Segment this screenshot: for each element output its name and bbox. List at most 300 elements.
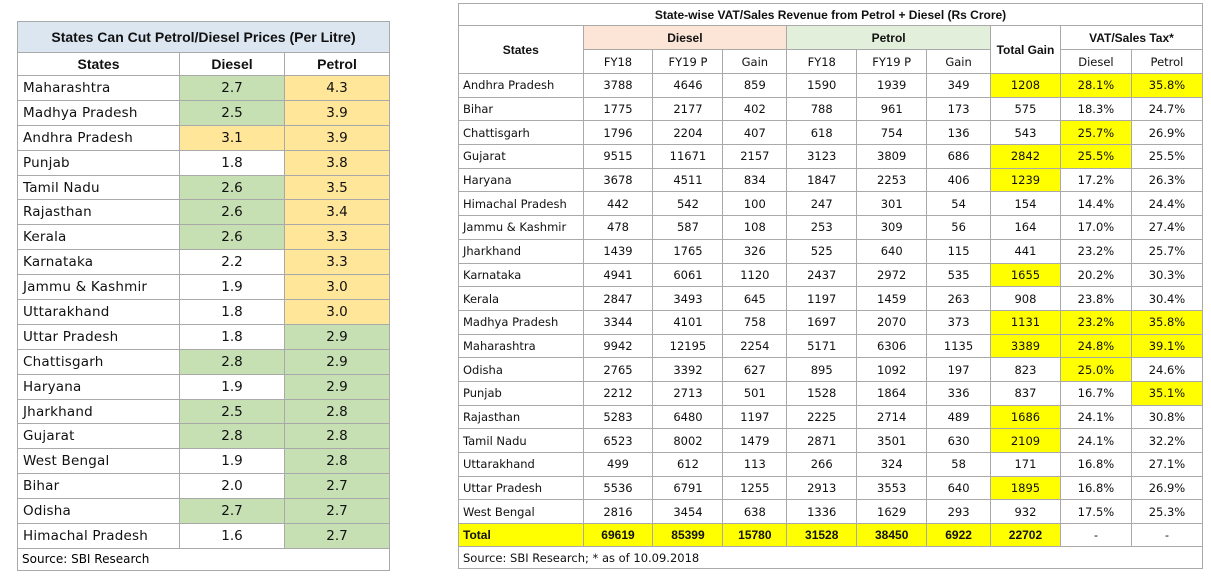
total-label: Total — [459, 524, 584, 547]
petrol-gain-cell: 58 — [927, 453, 991, 477]
vat-petrol-cell: 27.1% — [1131, 453, 1202, 477]
petrol-fy19-cell: 1864 — [857, 381, 927, 405]
left-table-row — [18, 374, 390, 399]
petrol-fy18-cell: 1697 — [787, 310, 857, 334]
vat-diesel-cell: 18.3% — [1060, 97, 1131, 121]
diesel-fy19-cell: 6480 — [653, 405, 723, 429]
vat-petrol-cell: 35.8% — [1131, 310, 1202, 334]
petrol-gain-cell: 336 — [927, 381, 991, 405]
state-name: Jammu & Kashmir — [18, 275, 180, 300]
vat-petrol-cell: 30.4% — [1131, 287, 1202, 311]
petrol-fy19-cell: 2070 — [857, 310, 927, 334]
diesel-fy18-cell: 5536 — [583, 476, 653, 500]
vat-petrol-cell: 24.7% — [1131, 97, 1202, 121]
petrol-fy18-cell: 1590 — [787, 74, 857, 98]
vat-petrol-cell: 35.8% — [1131, 74, 1202, 98]
sub-header-diesel-gain: Gain — [723, 50, 787, 74]
petrol-gain-cell: 136 — [927, 121, 991, 145]
diesel-fy19-cell: 4646 — [653, 74, 723, 98]
state-name: Karnataka — [18, 250, 180, 275]
total-petrol-fy18: 31528 — [787, 524, 857, 547]
diesel-gain-cell: 2254 — [723, 334, 787, 358]
diesel-fy19-cell: 3392 — [653, 358, 723, 382]
petrol-cut-value: 3.0 — [285, 300, 390, 325]
vat-diesel-cell: 16.8% — [1060, 476, 1131, 500]
vat-petrol-cell: 25.3% — [1131, 500, 1202, 524]
petrol-gain-cell: 115 — [927, 239, 991, 263]
total-gain-cell: 1895 — [990, 476, 1060, 500]
sub-header-vat-diesel: Diesel — [1060, 50, 1131, 74]
diesel-gain-cell: 100 — [723, 192, 787, 216]
right-table-source: Source: SBI Research; * as of 10.09.2018 — [459, 547, 1203, 569]
total-gain-cell: 164 — [990, 216, 1060, 240]
diesel-fy18-cell: 2816 — [583, 500, 653, 524]
total-gain-cell: 908 — [990, 287, 1060, 311]
petrol-fy19-cell: 1459 — [857, 287, 927, 311]
vat-revenue-table — [458, 3, 1203, 569]
total-gain-cell: 441 — [990, 239, 1060, 263]
diesel-fy18-cell: 1439 — [583, 239, 653, 263]
petrol-diesel-cut-table — [17, 21, 390, 571]
diesel-gain-cell: 326 — [723, 239, 787, 263]
diesel-gain-cell: 627 — [723, 358, 787, 382]
left-table-row — [18, 125, 390, 150]
petrol-fy18-cell: 2871 — [787, 429, 857, 453]
petrol-gain-cell: 197 — [927, 358, 991, 382]
diesel-gain-cell: 113 — [723, 453, 787, 477]
sub-header-diesel-fy18: FY18 — [583, 50, 653, 74]
vat-petrol-cell: 27.4% — [1131, 216, 1202, 240]
diesel-fy18-cell: 478 — [583, 216, 653, 240]
state-name: Gujarat — [18, 424, 180, 449]
petrol-gain-cell: 56 — [927, 216, 991, 240]
diesel-cut-value: 2.6 — [180, 200, 285, 225]
diesel-gain-cell: 2157 — [723, 145, 787, 169]
diesel-cut-value: 2.7 — [180, 499, 285, 524]
petrol-fy18-cell: 525 — [787, 239, 857, 263]
diesel-fy19-cell: 4511 — [653, 168, 723, 192]
left-table-row — [18, 399, 390, 424]
left-table-row — [18, 225, 390, 250]
state-name: West Bengal — [18, 449, 180, 474]
petrol-fy19-cell: 3501 — [857, 429, 927, 453]
right-table-title: State-wise VAT/Sales Revenue from Petrol + Diesel (Rs Crore) — [459, 4, 1203, 26]
petrol-cut-value: 2.9 — [285, 374, 390, 399]
state-name: Karnataka — [459, 263, 584, 287]
total-petrol-fy19: 38450 — [857, 524, 927, 547]
right-table-row — [459, 263, 1203, 287]
left-table-source: Source: SBI Research — [18, 548, 390, 570]
vat-diesel-cell: 16.7% — [1060, 381, 1131, 405]
petrol-cut-value: 2.8 — [285, 424, 390, 449]
petrol-fy19-cell: 301 — [857, 192, 927, 216]
petrol-gain-cell: 349 — [927, 74, 991, 98]
vat-diesel-cell: 23.8% — [1060, 287, 1131, 311]
right-table-row — [459, 453, 1203, 477]
petrol-cut-value: 2.9 — [285, 349, 390, 374]
vat-diesel-cell: 17.5% — [1060, 500, 1131, 524]
petrol-fy19-cell: 2253 — [857, 168, 927, 192]
state-name: Rajasthan — [18, 200, 180, 225]
total-vat-diesel: - — [1060, 524, 1131, 547]
petrol-fy19-cell: 1939 — [857, 74, 927, 98]
petrol-fy18-cell: 1336 — [787, 500, 857, 524]
state-name: Tamil Nadu — [459, 429, 584, 453]
petrol-fy18-cell: 2437 — [787, 263, 857, 287]
vat-diesel-cell: 17.0% — [1060, 216, 1131, 240]
diesel-gain-cell: 402 — [723, 97, 787, 121]
diesel-cut-value: 3.1 — [180, 125, 285, 150]
petrol-fy18-cell: 2913 — [787, 476, 857, 500]
diesel-cut-value: 2.6 — [180, 175, 285, 200]
petrol-fy19-cell: 3553 — [857, 476, 927, 500]
vat-petrol-cell: 26.9% — [1131, 121, 1202, 145]
diesel-gain-cell: 638 — [723, 500, 787, 524]
petrol-fy19-cell: 2714 — [857, 405, 927, 429]
total-gain-cell: 932 — [990, 500, 1060, 524]
petrol-gain-cell: 535 — [927, 263, 991, 287]
total-gain-cell: 1239 — [990, 168, 1060, 192]
state-name: Uttar Pradesh — [18, 324, 180, 349]
state-name: Madhya Pradesh — [18, 100, 180, 125]
vat-diesel-cell: 24.1% — [1060, 429, 1131, 453]
sub-header-diesel-fy19: FY19 P — [653, 50, 723, 74]
right-header-total-gain: Total Gain — [990, 26, 1060, 74]
left-table-row — [18, 150, 390, 175]
total-gain-cell: 1655 — [990, 263, 1060, 287]
vat-petrol-cell: 26.3% — [1131, 168, 1202, 192]
petrol-cut-value: 2.8 — [285, 399, 390, 424]
petrol-gain-cell: 293 — [927, 500, 991, 524]
vat-petrol-cell: 39.1% — [1131, 334, 1202, 358]
right-header-states: States — [459, 26, 584, 74]
petrol-cut-value: 2.7 — [285, 474, 390, 499]
right-table-row — [459, 476, 1203, 500]
left-table-row — [18, 324, 390, 349]
right-header-diesel-group: Diesel — [583, 26, 787, 50]
state-name: Jammu & Kashmir — [459, 216, 584, 240]
vat-petrol-cell: 35.1% — [1131, 381, 1202, 405]
total-gain-cell: 1131 — [990, 310, 1060, 334]
diesel-cut-value: 1.9 — [180, 449, 285, 474]
state-name: Bihar — [18, 474, 180, 499]
diesel-cut-value: 1.8 — [180, 300, 285, 325]
state-name: Kerala — [18, 225, 180, 250]
petrol-cut-value: 2.9 — [285, 324, 390, 349]
state-name: Jharkhand — [18, 399, 180, 424]
total-gain-cell: 575 — [990, 97, 1060, 121]
diesel-fy19-cell: 2713 — [653, 381, 723, 405]
petrol-fy18-cell: 1197 — [787, 287, 857, 311]
diesel-fy19-cell: 6061 — [653, 263, 723, 287]
diesel-fy18-cell: 442 — [583, 192, 653, 216]
vat-diesel-cell: 28.1% — [1060, 74, 1131, 98]
diesel-gain-cell: 645 — [723, 287, 787, 311]
left-table-row — [18, 250, 390, 275]
right-table-row — [459, 121, 1203, 145]
petrol-fy18-cell: 2225 — [787, 405, 857, 429]
right-table-body — [459, 74, 1203, 524]
total-gain-cell: 823 — [990, 358, 1060, 382]
vat-diesel-cell: 24.1% — [1060, 405, 1131, 429]
diesel-cut-value: 2.6 — [180, 225, 285, 250]
right-table-row — [459, 192, 1203, 216]
diesel-fy18-cell: 9515 — [583, 145, 653, 169]
petrol-fy18-cell: 618 — [787, 121, 857, 145]
right-table-row — [459, 405, 1203, 429]
diesel-gain-cell: 501 — [723, 381, 787, 405]
diesel-gain-cell: 1197 — [723, 405, 787, 429]
petrol-gain-cell: 406 — [927, 168, 991, 192]
left-table-row — [18, 449, 390, 474]
left-table-row — [18, 524, 390, 549]
diesel-cut-value: 2.5 — [180, 100, 285, 125]
diesel-fy19-cell: 8002 — [653, 429, 723, 453]
diesel-gain-cell: 834 — [723, 168, 787, 192]
vat-diesel-cell: 17.2% — [1060, 168, 1131, 192]
sub-header-petrol-fy18: FY18 — [787, 50, 857, 74]
petrol-fy18-cell: 3123 — [787, 145, 857, 169]
state-name: Odisha — [18, 499, 180, 524]
petrol-cut-value: 3.9 — [285, 125, 390, 150]
right-table-row — [459, 97, 1203, 121]
petrol-fy19-cell: 324 — [857, 453, 927, 477]
diesel-fy18-cell: 2765 — [583, 358, 653, 382]
diesel-cut-value: 2.5 — [180, 399, 285, 424]
right-table-row — [459, 168, 1203, 192]
diesel-fy19-cell: 542 — [653, 192, 723, 216]
vat-diesel-cell: 24.8% — [1060, 334, 1131, 358]
sub-header-vat-petrol: Petrol — [1131, 50, 1202, 74]
diesel-gain-cell: 1120 — [723, 263, 787, 287]
vat-petrol-cell: 25.7% — [1131, 239, 1202, 263]
vat-diesel-cell: 23.2% — [1060, 310, 1131, 334]
state-name: Gujarat — [459, 145, 584, 169]
petrol-gain-cell: 630 — [927, 429, 991, 453]
left-table-row — [18, 175, 390, 200]
left-header-petrol: Petrol — [285, 53, 390, 76]
diesel-fy18-cell: 9942 — [583, 334, 653, 358]
diesel-fy18-cell: 4941 — [583, 263, 653, 287]
diesel-cut-value: 1.8 — [180, 324, 285, 349]
diesel-cut-value: 1.6 — [180, 524, 285, 549]
total-gain-cell: 1686 — [990, 405, 1060, 429]
petrol-fy18-cell: 253 — [787, 216, 857, 240]
vat-diesel-cell: 25.0% — [1060, 358, 1131, 382]
state-name: Jharkhand — [459, 239, 584, 263]
left-table-row — [18, 200, 390, 225]
total-gain-cell: 171 — [990, 453, 1060, 477]
state-name: Uttarakhand — [459, 453, 584, 477]
diesel-fy19-cell: 3454 — [653, 500, 723, 524]
diesel-fy18-cell: 2847 — [583, 287, 653, 311]
petrol-fy18-cell: 1847 — [787, 168, 857, 192]
vat-petrol-cell: 26.9% — [1131, 476, 1202, 500]
vat-petrol-cell: 24.6% — [1131, 358, 1202, 382]
vat-diesel-cell: 25.5% — [1060, 145, 1131, 169]
vat-diesel-cell: 14.4% — [1060, 192, 1131, 216]
right-table-row — [459, 74, 1203, 98]
petrol-cut-value: 3.3 — [285, 250, 390, 275]
petrol-gain-cell: 640 — [927, 476, 991, 500]
left-table-body — [18, 76, 390, 549]
petrol-cut-value: 2.8 — [285, 449, 390, 474]
left-table-row — [18, 100, 390, 125]
diesel-fy19-cell: 587 — [653, 216, 723, 240]
state-name: Kerala — [459, 287, 584, 311]
total-vat-petrol: - — [1131, 524, 1202, 547]
diesel-gain-cell: 758 — [723, 310, 787, 334]
vat-diesel-cell: 16.8% — [1060, 453, 1131, 477]
petrol-gain-cell: 173 — [927, 97, 991, 121]
petrol-cut-value: 2.7 — [285, 499, 390, 524]
right-table-row — [459, 334, 1203, 358]
left-table-row — [18, 300, 390, 325]
petrol-fy19-cell: 309 — [857, 216, 927, 240]
vat-diesel-cell: 23.2% — [1060, 239, 1131, 263]
vat-diesel-cell: 20.2% — [1060, 263, 1131, 287]
state-name: Uttarakhand — [18, 300, 180, 325]
vat-petrol-cell: 32.2% — [1131, 429, 1202, 453]
petrol-fy18-cell: 1528 — [787, 381, 857, 405]
state-name: Himachal Pradesh — [18, 524, 180, 549]
left-header-diesel: Diesel — [180, 53, 285, 76]
petrol-cut-value: 3.8 — [285, 150, 390, 175]
diesel-gain-cell: 859 — [723, 74, 787, 98]
diesel-fy18-cell: 5283 — [583, 405, 653, 429]
state-name: Chattisgarh — [18, 349, 180, 374]
state-name: West Bengal — [459, 500, 584, 524]
diesel-cut-value: 1.9 — [180, 374, 285, 399]
state-name: Uttar Pradesh — [459, 476, 584, 500]
diesel-gain-cell: 1479 — [723, 429, 787, 453]
diesel-cut-value: 2.0 — [180, 474, 285, 499]
petrol-gain-cell: 373 — [927, 310, 991, 334]
petrol-fy19-cell: 6306 — [857, 334, 927, 358]
right-table-row — [459, 500, 1203, 524]
petrol-cut-value: 3.5 — [285, 175, 390, 200]
diesel-cut-value: 1.8 — [180, 150, 285, 175]
petrol-gain-cell: 1135 — [927, 334, 991, 358]
state-name: Tamil Nadu — [18, 175, 180, 200]
diesel-fy18-cell: 6523 — [583, 429, 653, 453]
state-name: Himachal Pradesh — [459, 192, 584, 216]
diesel-cut-value: 2.8 — [180, 349, 285, 374]
petrol-fy18-cell: 788 — [787, 97, 857, 121]
diesel-fy19-cell: 612 — [653, 453, 723, 477]
diesel-fy18-cell: 499 — [583, 453, 653, 477]
state-name: Chattisgarh — [459, 121, 584, 145]
diesel-fy19-cell: 6791 — [653, 476, 723, 500]
sub-header-petrol-fy19: FY19 P — [857, 50, 927, 74]
state-name: Andhra Pradesh — [18, 125, 180, 150]
total-gain-cell: 1208 — [990, 74, 1060, 98]
state-name: Punjab — [18, 150, 180, 175]
right-header-vat-group: VAT/Sales Tax* — [1060, 26, 1202, 50]
right-table-row — [459, 381, 1203, 405]
left-table-row — [18, 76, 390, 101]
petrol-gain-cell: 263 — [927, 287, 991, 311]
diesel-fy19-cell: 3493 — [653, 287, 723, 311]
diesel-fy18-cell: 1775 — [583, 97, 653, 121]
petrol-fy18-cell: 5171 — [787, 334, 857, 358]
total-gain-cell: 543 — [990, 121, 1060, 145]
diesel-fy18-cell: 3678 — [583, 168, 653, 192]
petrol-fy19-cell: 961 — [857, 97, 927, 121]
petrol-fy19-cell: 640 — [857, 239, 927, 263]
total-row — [459, 524, 1203, 547]
left-table-row — [18, 275, 390, 300]
diesel-gain-cell: 1255 — [723, 476, 787, 500]
diesel-fy18-cell: 2212 — [583, 381, 653, 405]
state-name: Haryana — [459, 168, 584, 192]
diesel-fy18-cell: 1796 — [583, 121, 653, 145]
left-table-row — [18, 474, 390, 499]
total-diesel-fy18: 69619 — [583, 524, 653, 547]
state-name: Haryana — [18, 374, 180, 399]
state-name: Andhra Pradesh — [459, 74, 584, 98]
diesel-cut-value: 1.9 — [180, 275, 285, 300]
right-table-row — [459, 358, 1203, 382]
state-name: Rajasthan — [459, 405, 584, 429]
right-table-row — [459, 145, 1203, 169]
right-table-row — [459, 216, 1203, 240]
petrol-cut-value: 4.3 — [285, 76, 390, 101]
right-table-row — [459, 429, 1203, 453]
petrol-fy19-cell: 3809 — [857, 145, 927, 169]
diesel-fy19-cell: 2177 — [653, 97, 723, 121]
right-header-petrol-group: Petrol — [787, 26, 991, 50]
left-table-row — [18, 349, 390, 374]
right-table-row — [459, 239, 1203, 263]
vat-petrol-cell: 24.4% — [1131, 192, 1202, 216]
petrol-fy18-cell: 895 — [787, 358, 857, 382]
petrol-fy18-cell: 266 — [787, 453, 857, 477]
diesel-cut-value: 2.7 — [180, 76, 285, 101]
left-table-title: States Can Cut Petrol/Diesel Prices (Per Litre) — [18, 22, 390, 53]
right-table-row — [459, 287, 1203, 311]
total-gain-cell: 2842 — [990, 145, 1060, 169]
petrol-gain-cell: 686 — [927, 145, 991, 169]
petrol-cut-value: 3.4 — [285, 200, 390, 225]
state-name: Odisha — [459, 358, 584, 382]
total-gain-cell: 2109 — [990, 429, 1060, 453]
petrol-fy19-cell: 1092 — [857, 358, 927, 382]
total-total-gain: 22702 — [990, 524, 1060, 547]
state-name: Punjab — [459, 381, 584, 405]
diesel-gain-cell: 407 — [723, 121, 787, 145]
total-gain-cell: 154 — [990, 192, 1060, 216]
total-petrol-gain: 6922 — [927, 524, 991, 547]
petrol-fy19-cell: 2972 — [857, 263, 927, 287]
petrol-cut-value: 3.9 — [285, 100, 390, 125]
vat-diesel-cell: 25.7% — [1060, 121, 1131, 145]
diesel-fy19-cell: 2204 — [653, 121, 723, 145]
total-gain-cell: 3389 — [990, 334, 1060, 358]
total-diesel-gain: 15780 — [723, 524, 787, 547]
petrol-gain-cell: 54 — [927, 192, 991, 216]
sub-header-petrol-gain: Gain — [927, 50, 991, 74]
total-gain-cell: 837 — [990, 381, 1060, 405]
diesel-fy18-cell: 3788 — [583, 74, 653, 98]
left-table-row — [18, 424, 390, 449]
diesel-cut-value: 2.8 — [180, 424, 285, 449]
diesel-fy19-cell: 12195 — [653, 334, 723, 358]
diesel-cut-value: 2.2 — [180, 250, 285, 275]
state-name: Madhya Pradesh — [459, 310, 584, 334]
diesel-gain-cell: 108 — [723, 216, 787, 240]
petrol-cut-value: 2.7 — [285, 524, 390, 549]
